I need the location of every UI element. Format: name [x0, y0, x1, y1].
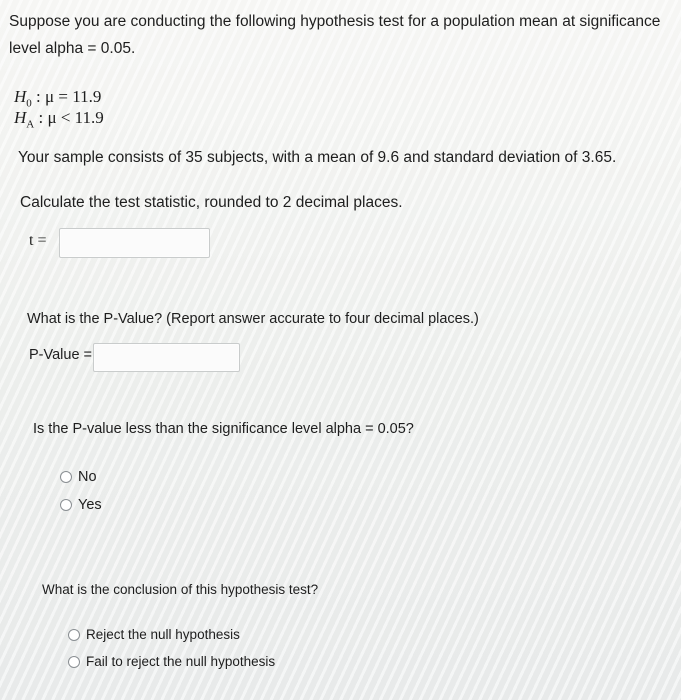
intro-line-2: level alpha = 0.05. [9, 40, 136, 57]
null-hypothesis [14, 87, 101, 109]
intro-line-1: Suppose you are conducting the following hypothesis test for a population mean at significance [9, 13, 661, 30]
calculate-instruction: Calculate the test statistic, rounded to 2 decimal places. [20, 194, 403, 211]
alternative-hypothesis [14, 108, 104, 130]
pvalue-label: P-Value = [29, 347, 93, 363]
option-yes[interactable] [60, 497, 102, 513]
option-fail-to-reject[interactable] [68, 654, 275, 669]
radio-no[interactable] [60, 471, 72, 483]
ha-statement: : μ < 11.9 [34, 108, 104, 127]
t-label: t = [29, 232, 47, 249]
radio-fail-to-reject[interactable] [68, 656, 80, 668]
option-yes-label: Yes [78, 497, 102, 513]
option-reject-label: Reject the null hypothesis [86, 627, 240, 642]
option-no[interactable] [60, 469, 97, 485]
pvalue-input[interactable] [93, 343, 240, 372]
ha-subscript: A [26, 118, 35, 131]
h0-subscript: 0 [26, 97, 32, 110]
radio-reject[interactable] [68, 629, 80, 641]
h0-statement: : μ = 11.9 [31, 87, 102, 106]
radio-yes[interactable] [60, 499, 72, 511]
pvalue-question: What is the P-Value? (Report answer accurate to four decimal places.) [27, 311, 479, 327]
ha-symbol: H [14, 108, 27, 127]
compare-question: Is the P-value less than the significance level alpha = 0.05? [33, 421, 414, 437]
option-no-label: No [78, 469, 97, 485]
t-statistic-input[interactable] [59, 228, 210, 258]
conclusion-question: What is the conclusion of this hypothesis test? [42, 582, 319, 597]
option-fail-to-reject-label: Fail to reject the null hypothesis [86, 654, 276, 669]
h0-symbol: H [14, 87, 27, 106]
option-reject[interactable] [68, 627, 240, 642]
sample-description: Your sample consists of 35 subjects, with a mean of 9.6 and standard deviation of 3.65. [18, 149, 617, 166]
